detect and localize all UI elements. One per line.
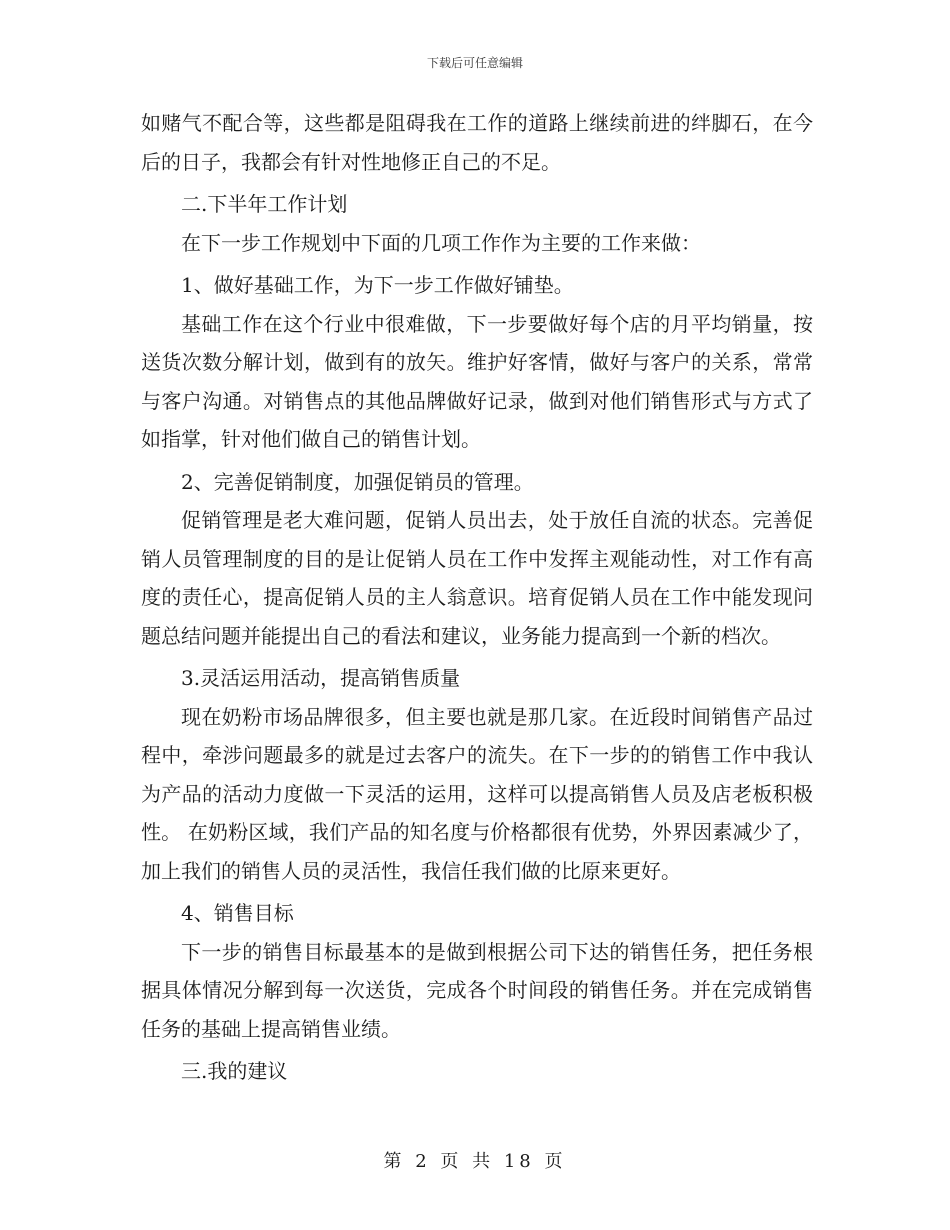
subheading-sales-target: 4、销售目标 — [181, 901, 294, 925]
paragraph-basic-work: 基础工作在这个行业中很难做，下一步要做好每个店的月平均销量，按送货次数分解计划，做到有的放矢。维护好客情，做好与客户的关系，常常与客户沟通。对销售点的其他品牌做好记录，做到对他们销售形式与方式了如指掌，针对他们做自己的销售计划。 — [141, 311, 813, 451]
subheading-basic-work: 1、做好基础工作，为下一步工作做好铺垫。 — [181, 273, 574, 297]
section-heading-plan: 二.下半年工作计划 — [181, 192, 348, 216]
paragraph-continuation: 如赌气不配合等，这些都是阻碍我在工作的道路上继续前进的绊脚石，在今后的日子，我都会有针对性地修正自己的不足。 — [141, 111, 813, 174]
section-heading-suggestions: 三.我的建议 — [181, 1059, 288, 1083]
document-body — [141, 104, 813, 1091]
page-header: 下载后可任意编辑 — [426, 56, 523, 70]
page-number: 第 2 页 共 18 页 — [383, 1151, 567, 1172]
subheading-promotion-system: 2、完善促销制度，加强促销员的管理。 — [181, 469, 534, 494]
paragraph-promotion-system: 促销管理是老大难问题，促销人员出去，处于放任自流的状态。完善促销人员管理制度的目的是让促销人员在工作中发挥主观能动性，对工作有高度的责任心，提高促销人员的主人翁意识。培育促销人员在工作中能发现问题总结问题并能提出自己的看法和建议，业务能力提高到一个新的档次。 — [141, 508, 813, 648]
paragraph-flexible-activities: 现在奶粉市场品牌很多，但主要也就是那几家。在近段时间销售产品过程中，牵涉问题最多的就是过去客户的流失。在下一步的的销售工作中我认为产品的活动力度做一下灵活的运用，这样可以提高销售人员及店老板积极性。 在奶粉区域，我们产品的知名度与价格都很有优势，外界因素减少了，加上我们的销售人员的灵活性，我信任我们做的比原来更好。 — [141, 704, 813, 883]
paragraph-plan-intro: 在下一步工作规划中下面的几项工作作为主要的工作来做： — [181, 230, 701, 255]
subheading-flexible-activities: 3.灵活运用活动，提高销售质量 — [181, 666, 461, 690]
paragraph-sales-target: 下一步的销售目标最基本的是做到根据公司下达的销售任务，把任务根据具体情况分解到每一次送货，完成各个时间段的销售任务。并在完成销售任务的基础上提高销售业绩。 — [141, 939, 813, 1041]
